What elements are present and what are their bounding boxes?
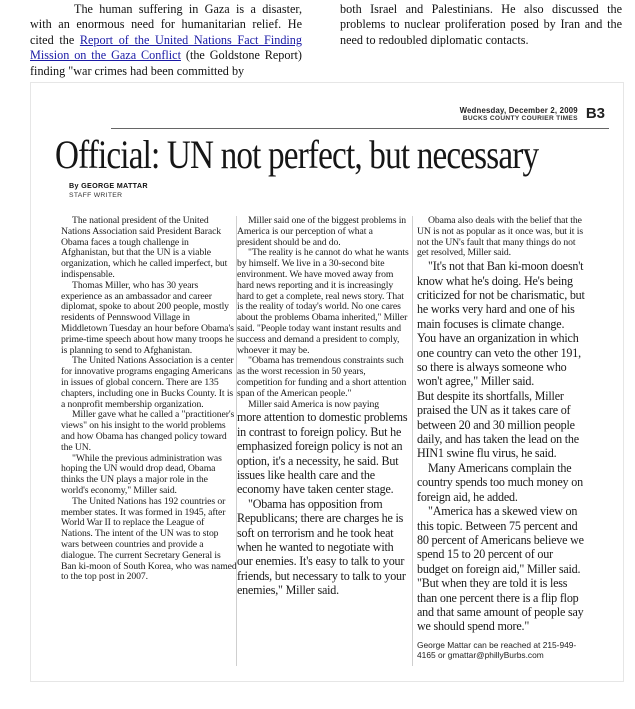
- article-paragraph: "America has a skewed view on this topic. Between 75 percent and 80 percent of Americans believe we spend 15 to 20 percent of our budget on foreign aid," Miller said. "But when they are told it is less than one percent there is a flip flop and that same amount of people say we should spend more.": [417, 504, 584, 634]
- intro-left-paragraph: [30, 2, 302, 79]
- intro-right-paragraph: both Israel and Palestinians. He also discussed the problems to nuclear proliferation posed by Iran and the need to redoubled diplomatic contacts.: [340, 2, 622, 47]
- author-contact: George Mattar can be reached at 215-949-4165 or gmattar@phillyBurbs.com: [417, 639, 577, 660]
- byline: [69, 181, 148, 201]
- newspaper-clipping: [30, 82, 624, 682]
- article-paragraph: more attention to domestic problems in contrast to foreign policy. But he emphasized foreign policy is not an option, it's a necessity, he said. But issues like health care and the economy have taken center stage.: [237, 410, 408, 497]
- masthead-rule: [111, 128, 609, 129]
- dateline: Wednesday, December 2, 2009: [459, 105, 578, 115]
- byline-role: STAFF WRITER: [69, 192, 123, 199]
- masthead: [460, 105, 605, 122]
- article-paragraph: Thomas Miller, who has 30 years experience as an ambassador and career diplomat, spoke to about 200 people, mostly residents of Pennswood Village in Middletown Tuesday an hour before Obama's prime-time speech about how many troops he is planning to send to Afghanistan.: [61, 279, 234, 356]
- publication-name: BUCKS COUNTY COURIER TIMES: [462, 114, 578, 122]
- headline: Official: UN not perfect, but necessary: [55, 132, 539, 177]
- article-paragraph: "Obama has tremendous constraints such as the worst recession in 50 years, competition for funding and a short attention span of the American people.": [237, 355, 407, 399]
- article-paragraph: Miller said one of the biggest problems in America is our perception of what a president should be and do.: [237, 215, 407, 248]
- article-paragraph: Obama also deals with the belief that the UN is not as popular as it once was, but it is not the UN's fault that many things do not get resolved, Miller said.: [417, 215, 583, 259]
- article-column-1: [61, 216, 237, 583]
- article-paragraph: "While the previous administration was hoping the UN would drop dead, Obama thinks the UN plays a major role in the world's economy," Miller said.: [61, 452, 222, 496]
- article-column-3: [417, 216, 585, 660]
- goldstone-report-link[interactable]: Report of the United Nations Fact Finding Mission on the Gaza Conflict: [30, 32, 302, 63]
- article-paragraph: The United Nations Association is a center for innovative programs engaging Americans in issues of global concern. There are 135 chapters, including one in Bucks County. It is a nonprofit membership organization.: [61, 355, 234, 410]
- article-paragraph: The United Nations has 192 countries or member states. It was formed in 1945, after World War II to replace the League of Nations. The intent of the UN was to stop wars between countries and provide a dialogue. The current Secretary General is Ban ki-moon of South Korea, who was named to the top post in 2007.: [61, 495, 237, 583]
- byline-author: By GEORGE MATTAR: [69, 181, 148, 190]
- enlarged-text-block: [417, 259, 585, 634]
- intro-text-after-link: (the Goldstone Report) finding "war crimes had been committed by: [30, 48, 302, 78]
- column-divider: [412, 216, 413, 666]
- enlarged-text-block: [237, 410, 409, 597]
- article-paragraph: "The reality is he cannot do what he wants by himself. We live in a 30-second bite environment. We have moved away from hard news reporting and it is increasingly hard to get a complete, real news story. That is the reality of today's world. No one cares about the problems Obama inherited," Miller said. "People today want instant results and success and demand a president to comply, whoever it may be.: [237, 247, 409, 356]
- article-column-2: [237, 216, 409, 598]
- article-paragraph: Miller gave what he called a "practitioner's views" on his insight to the world problems and how Obama has changed policy toward the UN.: [61, 409, 235, 453]
- article-paragraph: Miller said America is now paying: [248, 398, 379, 410]
- article-paragraph: "It's not that Ban ki-moon doesn't know what he's doing. He's being criticized for not be charismatic, but he works very hard and one of his main focuses is climate change. You have an organization in which one country can veto the other 191, so there is always someone who won't agree," Miller said.: [417, 259, 585, 389]
- article-paragraph: "Obama has opposition from Republicans; there are charges he is soft on terrorism and he took heat when he wanted to negotiate with our enemies. It's easy to talk to your friends, but necessary to talk to your enemies," Miller said.: [237, 496, 406, 598]
- intro-text-before-link: The human suffering in Gaza is a disaster, with an enormous need for humanitarian relief. He cited the: [30, 2, 302, 47]
- article-paragraph: The national president of the United Nations Association said President Barack Obama faces a tough challenge in Afghanistan, but that the UN is a viable organization, which he called imperfect, but indispensable.: [61, 215, 228, 280]
- page-number: B3: [585, 105, 605, 122]
- article-paragraph: Many Americans complain the country spends too much money on foreign aid, he added.: [417, 460, 583, 504]
- dateline-block: [460, 106, 578, 122]
- article-paragraph: But despite its shortfalls, Miller praised the UN as it takes care of between 20 and 30 million people daily, and has taken the lead on the HIN1 swine flu virus, he said.: [417, 388, 579, 461]
